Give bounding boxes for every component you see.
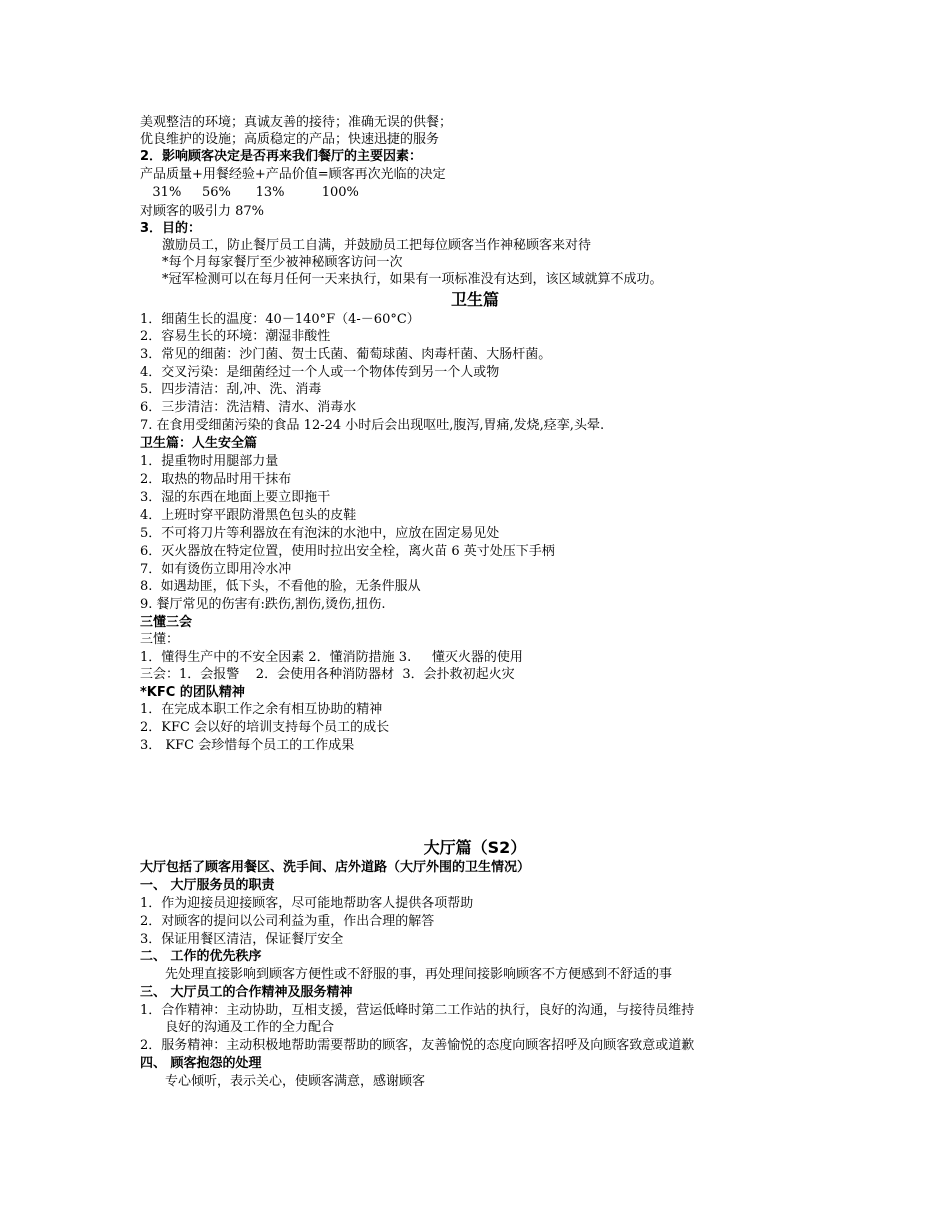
- list-item: 4．交叉污染：是细菌经过一个人或一个物体传到另一个人或物: [140, 365, 500, 380]
- hygiene-title: 卫生篇: [450, 290, 499, 309]
- text-line: 三会：1．会报警 2．会使用各种消防器材 3．会扑救初起火灾: [140, 667, 515, 682]
- list-item: 2．对顾客的提问以公司利益为重，作出合理的解答: [140, 914, 435, 929]
- list-item: 2．KFC 会以好的培训支持每个员工的成长: [140, 720, 390, 735]
- list-item: 7．如有烫伤立即用冷水冲: [140, 562, 292, 577]
- list-item: 7. 在食用受细菌污染的食品 12-24 小时后会出现呕吐,腹泻,胃痛,发烧,痉挛,头晕.: [140, 418, 605, 433]
- text-line: 先处理直接影响到顾客方便性或不舒服的事，再处理间接影响顾客不方便感到不舒适的事: [165, 967, 673, 982]
- section-heading: 二、 工作的优先秩序: [140, 949, 262, 964]
- list-item: 2．服务精神：主动积极地帮助需要帮助的顾客，友善愉悦的态度向顾客招呼及向顾客致意或道歉: [140, 1038, 695, 1053]
- list-item: 5．四步清洁：刮,冲、洗、消毒: [140, 382, 322, 397]
- text-line: 产品质量+用餐经验+产品价值=顾客再次光临的决定: [140, 167, 446, 182]
- lobby-title: 大厅篇（S2）: [423, 838, 527, 857]
- lobby-intro: 大厅包括了顾客用餐区、洗手间、店外道路（大厅外围的卫生情况）: [140, 860, 531, 875]
- section-heading: 四、 顾客抱怨的处理: [140, 1056, 262, 1071]
- team-title: *KFC 的团队精神: [140, 685, 245, 700]
- percent-line: 31% 56% 13% 100%: [140, 185, 359, 200]
- list-item: 9. 餐厅常见的伤害有:跌伤,割伤,烫伤,扭伤.: [140, 597, 386, 612]
- list-item: 6．三步清洁：洗洁精、清水、消毒水: [140, 400, 357, 415]
- list-item: 1．作为迎接员迎接顾客，尽可能地帮助客人提供各项帮助: [140, 896, 474, 911]
- list-item: 3．湿的东西在地面上要立即拖干: [140, 490, 331, 505]
- text-line: *冠军检测可以在每月任何一天来执行，如果有一项标准没有达到，该区域就算不成功。: [162, 272, 663, 287]
- list-item: 8. 如遇劫匪，低下头，不看他的脸，无条件服从: [140, 579, 421, 594]
- text-line: 优良维护的设施；高质稳定的产品；快速迅捷的服务: [140, 132, 440, 147]
- safety-title: 卫生篇：人生安全篇: [140, 436, 258, 451]
- three-title: 三懂三会: [140, 615, 193, 630]
- list-item: 5．不可将刀片等利器放在有泡沫的水池中，应放在固定易见处: [140, 526, 500, 541]
- list-item: 3．保证用餐区清洁，保证餐厅安全: [140, 932, 344, 947]
- section-heading: 三、 大厅员工的合作精神及服务精神: [140, 985, 353, 1000]
- text-line: 激励员工，防止餐厅员工自满，并鼓励员工把每位顾客当作神秘顾客来对待: [162, 238, 592, 253]
- section-heading: 3．目的：: [140, 221, 202, 236]
- text-line: 专心倾听，表示关心，使顾客满意，感谢顾客: [165, 1074, 426, 1089]
- list-item-continued: 良好的沟通及工作的全力配合: [165, 1020, 335, 1035]
- list-item: 6．灭火器放在特定位置，使用时拉出安全栓，离火苗 6 英寸处压下手柄: [140, 544, 555, 559]
- text-line: *每个月每家餐厅至少被神秘顾客访问一次: [162, 255, 403, 270]
- section-heading: 2．影响顾客决定是否再来我们餐厅的主要因素：: [140, 149, 423, 164]
- section-heading: 一、 大厅服务员的职责: [140, 878, 275, 893]
- text-line: 美观整洁的环境；真诚友善的接待；准确无误的供餐；: [140, 115, 453, 130]
- list-item: 3． KFC 会珍惜每个员工的工作成果: [140, 738, 355, 753]
- list-item: 2．取热的物品时用干抹布: [140, 472, 292, 487]
- list-item: 2．容易生长的环境：潮湿非酸性: [140, 329, 331, 344]
- list-item: 1．在完成本职工作之余有相互协助的精神: [140, 702, 383, 717]
- text-line: 对顾客的吸引力 87%: [140, 204, 265, 219]
- text-line: 三懂：: [140, 632, 180, 647]
- text-line: 1．懂得生产中的不安全因素 2．懂消防措施 3. 懂灭火器的使用: [140, 650, 523, 665]
- list-item: 4．上班时穿平跟防滑黑色包头的皮鞋: [140, 508, 357, 523]
- list-item: 1．合作精神：主动协助，互相支援，营运低峰时第二工作站的执行，良好的沟通，与接待员维持: [140, 1003, 695, 1018]
- list-item: 1．细菌生长的温度：40－140°F（4-－60°C）: [140, 312, 420, 327]
- list-item: 1．提重物时用腿部力量: [140, 454, 279, 469]
- list-item: 3．常见的细菌：沙门菌、贺士氏菌、葡萄球菌、肉毒杆菌、大肠杆菌。: [140, 347, 552, 362]
